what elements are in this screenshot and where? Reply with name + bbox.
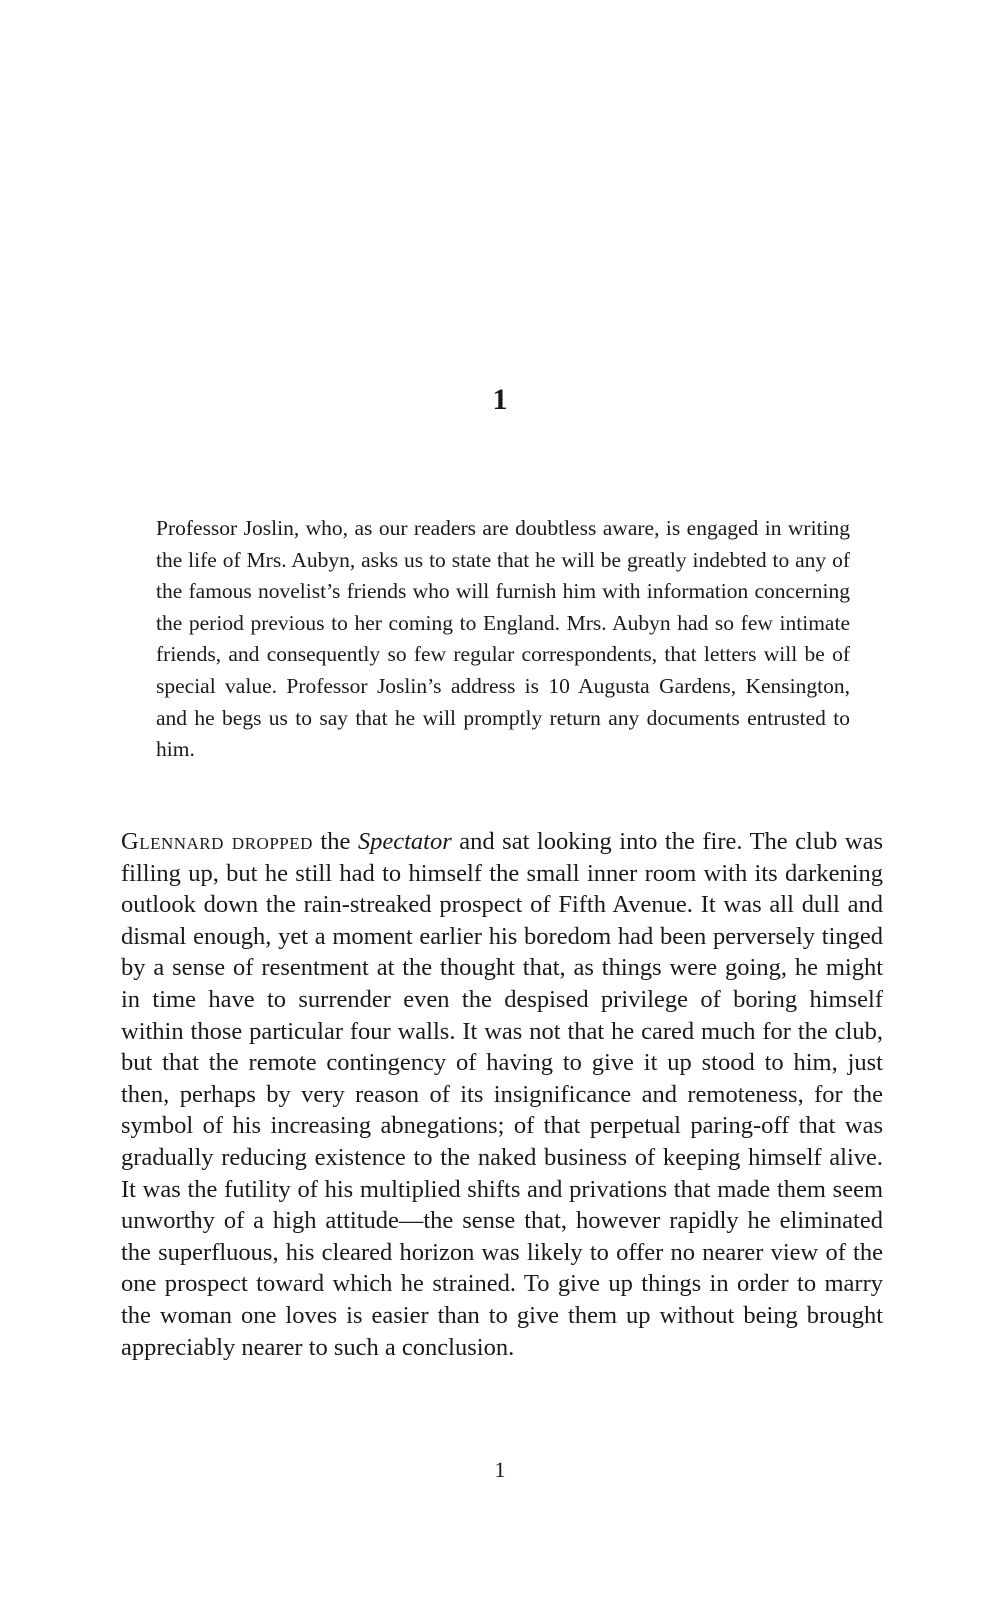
epigraph-paragraph: Professor Joslin, who, as our readers are doubtless aware, is engaged in writing the life of Mrs. Aubyn, asks us to state that he will be greatly indebted to any of the famous novelist’s friends who will furnish him with information concerning the period previous to her coming to England. Mrs. Aubyn had so few intimate friends, and consequently so few regular correspondents, that letters will be of special value. Professor Joslin’s address is 10 Augusta Gardens, Kensington, and he begs us to say that he will promptly return any documents entrusted to him. — [156, 516, 850, 762]
body-text-connector: the — [312, 828, 358, 855]
opening-small-caps: Glennard dropped — [121, 828, 313, 855]
page-number: 1 — [494, 1457, 506, 1482]
body-paragraph — [121, 826, 883, 1363]
body-text-main: and sat looking into the fire. The club was filling up, but he still had to himself the small inner room with its darkening outlook down the rain-streaked prospect of Fifth Avenue. It was all dull and dismal enough, yet a moment earlier his boredom had been perversely tinged by a sense of resentment at the thought that, as things were going, he might in time have to surrender even the despised privilege of boring himself within those particular four walls. It was not that he cared much for the club, but that the remote contingency of having to give it up stood to him, just then, perhaps by very reason of its insignificance and remoteness, for the symbol of his increasing abnegations; of that perpetual paring-off that was gradually reducing existence to the naked business of keeping himself alive. It was the futility of his multiplied shifts and privations that made them seem unworthy of a high attitude—the sense that, however rapidly he eliminated the superfluous, his cleared horizon was likely to offer no nearer view of the one prospect toward which he strained. To give up things in order to marry the woman one loves is easier than to give them up without being brought appreciably nearer to such a conclusion. — [121, 828, 883, 1361]
chapter-number: 1 — [492, 383, 508, 416]
italic-title: Spectator — [357, 828, 452, 855]
